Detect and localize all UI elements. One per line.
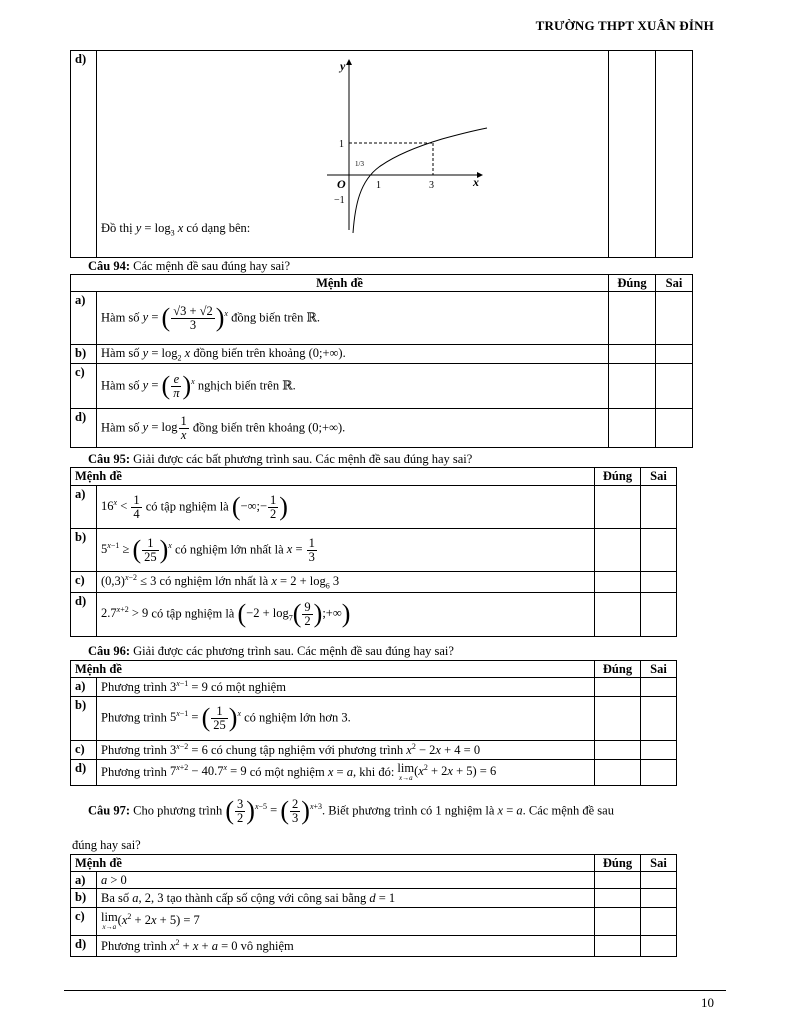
q97-row-d: [71, 936, 677, 957]
graph-label-y: y: [340, 59, 346, 73]
statement-cell: Hàm số $y = \log_2 x$ đồng biến trên khoảng (0;+∞).: [97, 345, 609, 364]
statement-cell: lim x→a $(x^2 + 2x + 5) = 7$: [97, 908, 595, 936]
q93-table: [70, 50, 693, 258]
header-statement: Mệnh đề: [71, 855, 595, 872]
footer-rule: [64, 990, 726, 991]
statement-cell: Phương trình $3^{x-1} = 9$ có một nghiệm: [97, 678, 595, 697]
q94-title: Câu 94: Các mệnh đề sau đúng hay sai?: [88, 259, 291, 273]
row-label: a): [71, 678, 97, 697]
q95-title: Câu 95: Giải được các bất phương trình sau. Các mệnh đề sau đúng hay sai?: [88, 452, 473, 466]
q97-table: [70, 854, 677, 957]
q94-table: [70, 274, 693, 448]
answer-true-cell[interactable]: [595, 889, 641, 908]
answer-false-cell[interactable]: [641, 697, 677, 741]
graph-label-x: x: [473, 175, 479, 189]
answer-false-cell[interactable]: [641, 529, 677, 572]
header-false: Sai: [656, 275, 693, 292]
statement-cell: $16^x$ < $\frac{1}{4}$ có tập nghiệm là (−∞;− $\frac{1}{2}$ ): [97, 486, 595, 529]
header-true: Đúng: [595, 468, 641, 486]
answer-false-cell[interactable]: [641, 572, 677, 593]
answer-false-cell[interactable]: [656, 345, 693, 364]
row-label: d): [71, 409, 97, 448]
answer-true-cell[interactable]: [595, 872, 641, 889]
answer-true-cell[interactable]: [595, 572, 641, 593]
answer-false-cell[interactable]: [656, 364, 693, 409]
statement-cell: Hàm số y = log $\frac{1}{x}$ đồng biến trên khoảng (0;+∞).: [97, 409, 609, 448]
answer-true-cell[interactable]: [595, 593, 641, 637]
answer-true-cell[interactable]: [595, 486, 641, 529]
statement-cell: $5^{x-1}$ ≥ ( $\frac{1}{25}$ )$^x$ có nghiệm lớn nhất là x = $\frac{1}{3}$: [97, 529, 595, 572]
q93-row-d: [71, 51, 693, 258]
row-label: c): [71, 572, 97, 593]
header-true: Đúng: [595, 855, 641, 872]
answer-false-cell[interactable]: [641, 889, 677, 908]
statement-cell: Phương trình $7^{x+2} - 40.7^x = 9$ có một nghiệm x = a, khi đó: lim x→a $(x^2 + 2x + 5) = 6$: [97, 760, 595, 786]
row-label: c): [71, 908, 97, 936]
header-statement: Mệnh đề: [71, 275, 609, 292]
statement-cell: $2.7^{x+2} > 9$ có tập nghiệm là ($-2 + \log_7$( $\frac{9}{2}$ );+∞): [97, 593, 595, 637]
graph-label-one-third: 1/3: [355, 160, 364, 168]
q94-row-c: [71, 364, 693, 409]
q93-text: Đồ thị $y = \log_3 x$ có dạng bên:: [101, 221, 251, 238]
row-label: a): [71, 292, 97, 345]
answer-true-cell[interactable]: [595, 741, 641, 760]
graph-label-three: 3: [429, 180, 434, 191]
answer-true-cell[interactable]: [609, 409, 656, 448]
row-label: c): [71, 741, 97, 760]
answer-false-cell[interactable]: [641, 678, 677, 697]
answer-false-cell[interactable]: [641, 741, 677, 760]
statement-cell: a > 0: [97, 872, 595, 889]
row-label: b): [71, 697, 97, 741]
log-graph: [312, 55, 492, 235]
header-statement: Mệnh đề: [71, 661, 595, 678]
statement-cell: Phương trình $x^2 + x + a = 0$ vô nghiệm: [97, 936, 595, 957]
q94-row-b: [71, 345, 693, 364]
q93-statement: [97, 51, 609, 258]
header-false: Sai: [641, 661, 677, 678]
answer-false-cell[interactable]: [641, 486, 677, 529]
q95-row-d: [71, 593, 677, 637]
header-false: Sai: [641, 855, 677, 872]
row-label: b): [71, 529, 97, 572]
q97-row-a: [71, 872, 677, 889]
answer-true-cell[interactable]: [595, 760, 641, 786]
answer-false-cell[interactable]: [641, 872, 677, 889]
row-label: a): [71, 486, 97, 529]
header-true: Đúng: [595, 661, 641, 678]
page-number: 10: [701, 995, 714, 1010]
answer-false-cell[interactable]: [656, 292, 693, 345]
q96-row-c: [71, 741, 677, 760]
answer-true-cell[interactable]: [595, 678, 641, 697]
answer-false-cell[interactable]: [641, 593, 677, 637]
page-header: TRƯỜNG THPT XUÂN ĐỈNH: [535, 18, 714, 33]
row-label: d): [71, 936, 97, 957]
q96-table: [70, 660, 677, 786]
q96-row-d: [71, 760, 677, 786]
row-label: b): [71, 889, 97, 908]
q97-row-b: [71, 889, 677, 908]
q94-row-d: [71, 409, 693, 448]
answer-false-cell[interactable]: [641, 908, 677, 936]
row-label: d): [71, 593, 97, 637]
header-true: Đúng: [609, 275, 656, 292]
statement-cell: Ba số a, 2, 3 tạo thành cấp số cộng với công sai bằng d = 1: [97, 889, 595, 908]
q96-row-a: [71, 678, 677, 697]
answer-true-cell[interactable]: [609, 51, 656, 258]
row-label: a): [71, 872, 97, 889]
statement-cell: Phương trình $3^{x-2} = 6$ có chung tập nghiệm với phương trình $x^2 - 2x + 4 = 0$: [97, 741, 595, 760]
row-label: d): [71, 760, 97, 786]
answer-false-cell[interactable]: [641, 936, 677, 957]
statement-cell: $(0,3)^{x-2} \le 3$ có nghiệm lớn nhất là $x = 2 + \log_6 3$: [97, 572, 595, 593]
answer-true-cell[interactable]: [595, 908, 641, 936]
header-statement: Mệnh đề: [71, 468, 595, 486]
graph-label-one-x: 1: [376, 180, 381, 191]
answer-true-cell[interactable]: [609, 345, 656, 364]
statement-cell: Phương trình $5^{x-1}$ = ( $\frac{1}{25}$ )$^x$ có nghiệm lớn hơn 3.: [97, 697, 595, 741]
answer-true-cell[interactable]: [595, 529, 641, 572]
statement-cell: Hàm số y = ( $\frac{√3 + √2}{3}$ )$^x$ đồng biến trên ℝ.: [97, 292, 609, 345]
answer-false-cell[interactable]: [656, 51, 693, 258]
row-label: d): [71, 51, 97, 258]
graph-label-o: O: [337, 177, 346, 191]
row-label: c): [71, 364, 97, 409]
q95-table: [70, 467, 677, 637]
q95-row-c: [71, 572, 677, 593]
answer-false-cell[interactable]: [641, 760, 677, 786]
answer-true-cell[interactable]: [595, 697, 641, 741]
graph-label-neg-one: −1: [334, 195, 345, 206]
answer-false-cell[interactable]: [656, 409, 693, 448]
answer-true-cell[interactable]: [609, 292, 656, 345]
answer-true-cell[interactable]: [609, 364, 656, 409]
q95-row-b: [71, 529, 677, 572]
q97-title-line2: đúng hay sai?: [72, 838, 141, 852]
q94-row-a: [71, 292, 693, 345]
row-label: b): [71, 345, 97, 364]
log-curve: [353, 128, 487, 233]
q97-row-c: [71, 908, 677, 936]
statement-cell: Hàm số y = ( $\frac{e}{\pi}$ )$^x$ nghịch biến trên ℝ.: [97, 364, 609, 409]
q96-row-b: [71, 697, 677, 741]
answer-true-cell[interactable]: [595, 936, 641, 957]
q95-row-a: [71, 486, 677, 529]
q97-title: Câu 97: Cho phương trình ( $\frac{3}{2}$ )$^{x-5}$ = ( $\frac{2}{3}$ )$^{x+3}$. Biết phương trình có 1 nghiệm là x = a. Các mệnh đề sau: [88, 796, 614, 826]
header-false: Sai: [641, 468, 677, 486]
q96-title: Câu 96: Giải được các phương trình sau. Các mệnh đề sau đúng hay sai?: [88, 644, 454, 658]
graph-label-one-y: 1: [339, 139, 344, 150]
